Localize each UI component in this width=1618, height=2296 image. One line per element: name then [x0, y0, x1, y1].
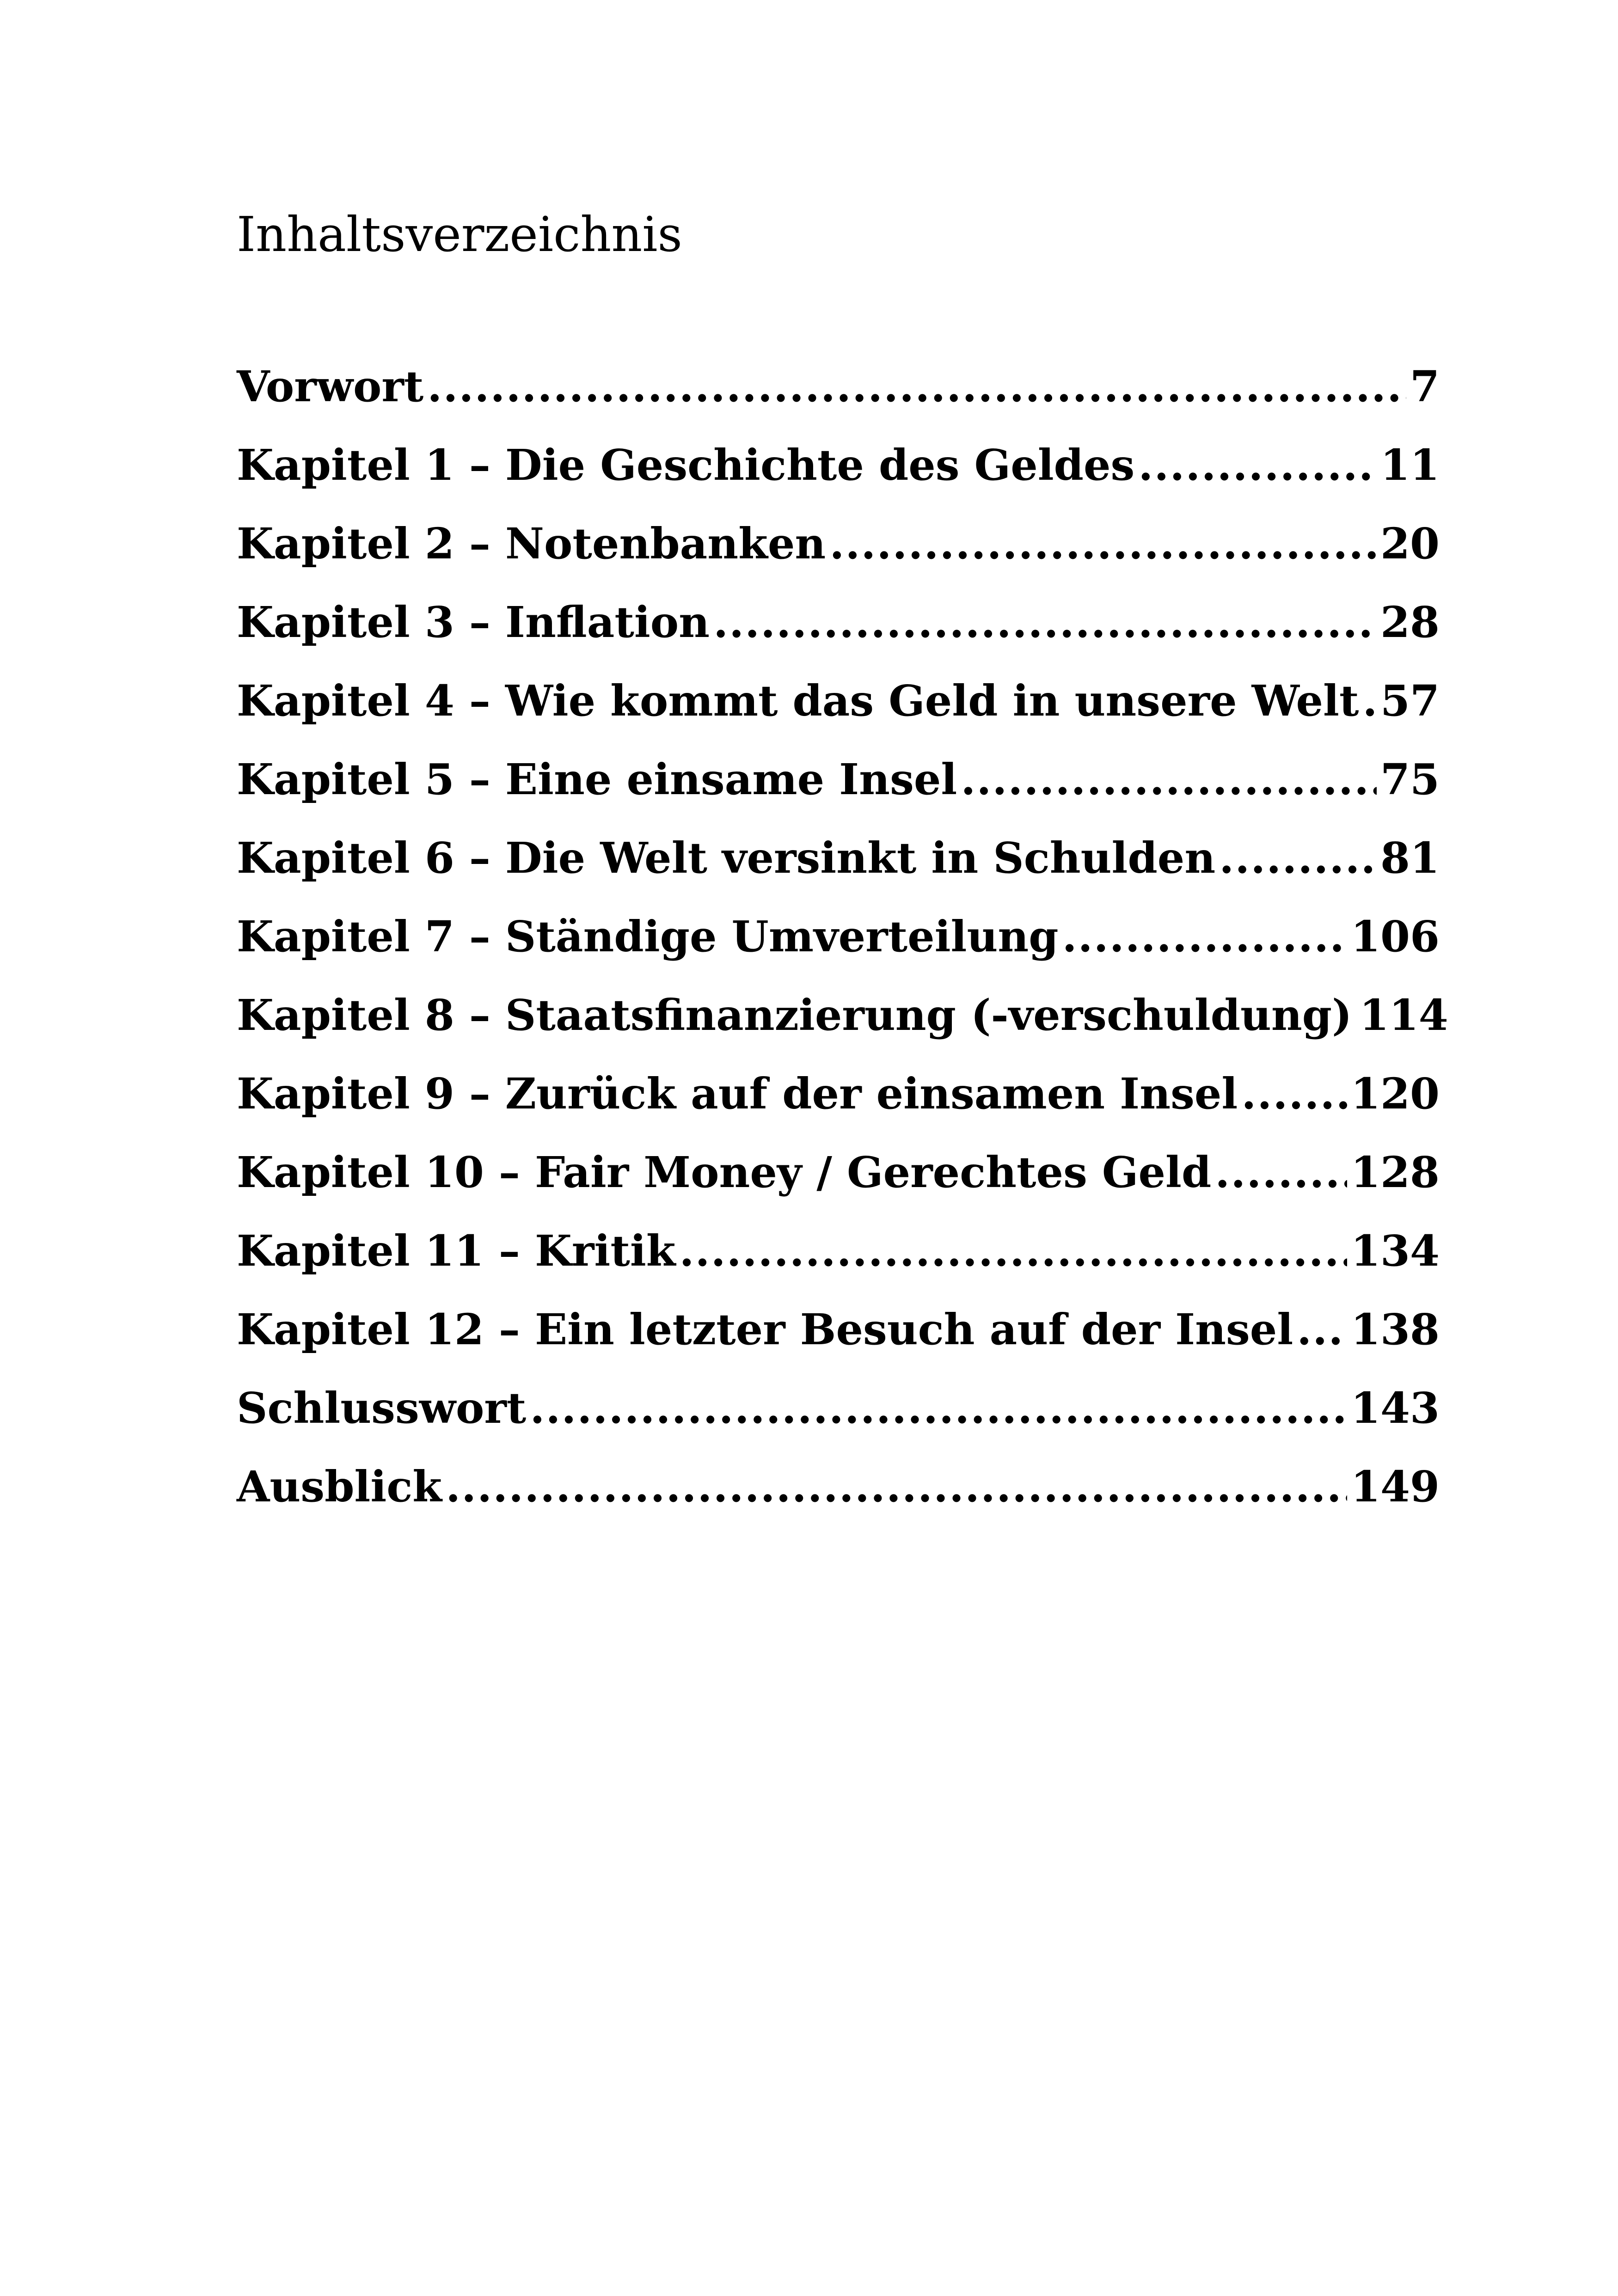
toc-entry-page: 134 — [1350, 1226, 1440, 1276]
toc-entry-page: 7 — [1410, 361, 1440, 411]
toc-entry — [237, 440, 1440, 522]
toc-entry-title: Kapitel 2 – Notenbanken — [237, 519, 826, 569]
toc-entry — [237, 1462, 1440, 1544]
toc-entry — [237, 1069, 1440, 1151]
toc-entry-page: 81 — [1380, 833, 1440, 883]
toc-entry-title: Kapitel 10 – Fair Money / Gerechtes Geld — [237, 1147, 1212, 1197]
toc-entry-title: Kapitel 6 – Die Welt versinkt in Schulden — [237, 833, 1216, 883]
toc-list — [237, 361, 1448, 1544]
toc-entry-page: 143 — [1350, 1383, 1440, 1433]
toc-entry — [237, 676, 1440, 758]
toc-dot-leader — [1219, 837, 1377, 879]
toc-entry — [237, 754, 1440, 837]
toc-dot-leader — [961, 758, 1377, 801]
toc-entry-title: Kapitel 3 – Inflation — [237, 597, 710, 647]
toc-entry — [237, 597, 1440, 680]
toc-entry-title: Kapitel 5 – Eine einsame Insel — [237, 754, 957, 804]
toc-entry-page: 120 — [1350, 1069, 1440, 1119]
toc-entry — [237, 519, 1440, 601]
toc-entry — [237, 1147, 1440, 1230]
toc-dot-leader — [1138, 444, 1377, 486]
toc-entry-title: Kapitel 8 – Staatsfinanzierung (-verschuldung) — [237, 990, 1352, 1040]
toc-dot-leader — [1215, 1151, 1347, 1194]
toc-entry-title: Kapitel 11 – Kritik — [237, 1226, 676, 1276]
toc-entry-page: 20 — [1380, 519, 1440, 569]
toc-entry — [237, 990, 1448, 1072]
toc-entry-title: Kapitel 7 – Ständige Umverteilung — [237, 912, 1059, 961]
toc-entry — [237, 1226, 1440, 1308]
toc-entry-title: Ausblick — [237, 1462, 442, 1512]
toc-entry-page: 114 — [1359, 990, 1448, 1040]
toc-dot-leader — [446, 1465, 1347, 1508]
toc-dot-leader — [1297, 1308, 1347, 1351]
toc-dot-leader — [1362, 680, 1377, 722]
toc-dot-leader — [1241, 1072, 1347, 1115]
toc-entry-title: Vorwort — [237, 361, 424, 411]
toc-dot-leader — [1062, 915, 1347, 958]
toc-entry — [237, 361, 1440, 444]
toc-entry-page: 57 — [1380, 676, 1440, 726]
toc-entry-page: 75 — [1380, 754, 1440, 804]
toc-entry-title: Schlusswort — [237, 1383, 527, 1433]
toc-entry-title: Kapitel 9 – Zurück auf der einsamen Insel — [237, 1069, 1238, 1119]
toc-entry-title: Kapitel 4 – Wie kommt das Geld in unsere Welt — [237, 676, 1359, 726]
toc-entry-page: 28 — [1380, 597, 1440, 647]
toc-entry — [237, 1304, 1440, 1387]
toc-dot-leader — [829, 522, 1377, 565]
toc-entry-title: Kapitel 1 – Die Geschichte des Geldes — [237, 440, 1135, 490]
toc-entry-page: 149 — [1350, 1462, 1440, 1512]
toc-entry-page: 11 — [1380, 440, 1440, 490]
toc-entry-page: 138 — [1350, 1304, 1440, 1354]
toc-entry-page: 106 — [1350, 912, 1440, 961]
toc-dot-leader — [530, 1387, 1347, 1429]
toc-dot-leader — [680, 1230, 1347, 1272]
toc-entry — [237, 833, 1440, 915]
toc-entry-page: 128 — [1350, 1147, 1440, 1197]
toc-heading: Inhaltsverzeichnis — [237, 206, 682, 263]
toc-dot-leader — [427, 365, 1406, 408]
toc-dot-leader — [713, 601, 1377, 643]
toc-entry — [237, 912, 1440, 994]
toc-entry-title: Kapitel 12 – Ein letzter Besuch auf der Insel — [237, 1304, 1293, 1354]
toc-entry — [237, 1383, 1440, 1465]
